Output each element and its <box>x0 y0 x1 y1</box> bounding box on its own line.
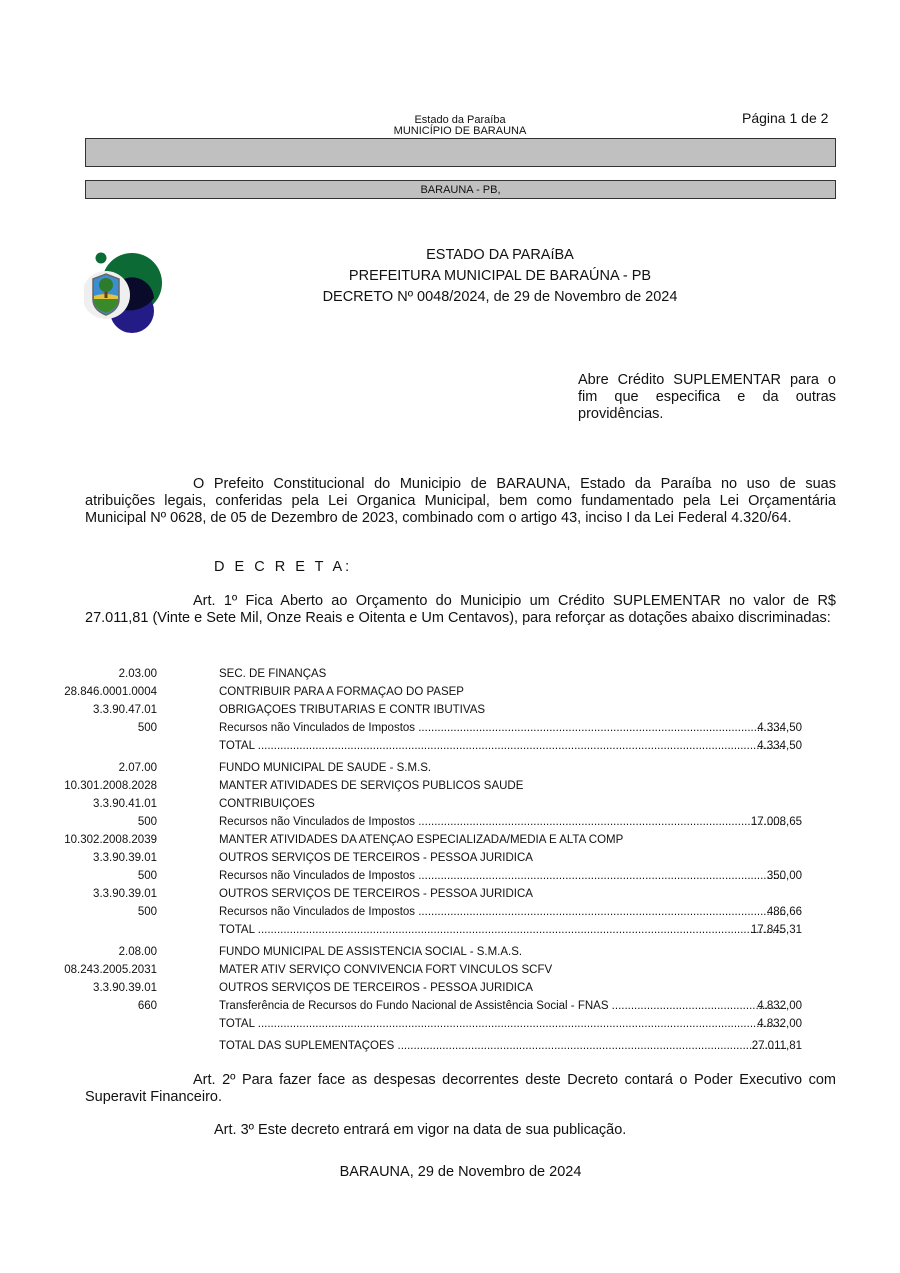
title-decree-number: DECRETO Nº 0048/2024, de 29 de Novembro de 2024 <box>322 289 678 305</box>
table-row-grand-total: TOTAL DAS SUPLEMENTAÇÕES ..... 27.011,81 <box>80 1040 840 1058</box>
table-row: 500 Recursos não Vinculados de Impostos ..... 17.008,65 <box>80 816 840 834</box>
table-row: 2.07.00 FUNDO MUNICIPAL DE SAÚDE - S.M.S. <box>118 762 432 774</box>
title-prefeitura: PREFEITURA MUNICIPAL DE BARAÚNA - PB <box>348 268 652 284</box>
table-row: 10.302.2008.2039 MANTER ATIVIDADES DA ATENÇÃO ESPECIALIZADA/MÉDIA E ALTA COMP <box>64 834 624 846</box>
table-row: 2.08.00 FUNDO MUNICIPAL DE ASSISTÊNCIA SOCIAL - S.M.A.S. <box>118 946 523 958</box>
table-row: 500 Recursos não Vinculados de Impostos ..... 4.334,50 <box>80 722 840 740</box>
table-row: 08.243.2005.2031 MATER ATIV SERVIÇO CONVIVÊNCIA FORT VINCULOS SCFV <box>64 964 553 976</box>
table-row: 3.3.90.39.01 OUTROS SERVIÇOS DE TERCEIROS - PESSOA JURÍDICA <box>93 888 533 900</box>
table-row: 500 Recursos não Vinculados de Impostos ..... 486,66 <box>80 906 840 924</box>
document-title <box>300 245 700 308</box>
table-row: 28.846.0001.0004 CONTRIBUIR PARA A FORMAÇÃO DO PASEP <box>64 686 464 698</box>
table-row: 3.3.90.41.01 CONTRIBUIÇÕES <box>93 798 315 810</box>
closing-place-date: BARAUNA, 29 de Novembro de 2024 <box>339 1164 582 1180</box>
preamble-text: O Prefeito Constitucional do Municipio de BARAUNA, Estado da Paraíba no uso de suas atribuições legais, conferidas pela Lei Organica Municipal, bem como fundamentado pela Lei Orçamentária Municipal Nº 0628, de 05 de Dezembro de 2023, combinado com o artigo 43, inciso I da Lei Federal 4.320/64. <box>85 476 836 526</box>
header-gray-bar <box>85 138 836 167</box>
location-text: BARAUNA - PB, <box>420 184 501 196</box>
table-row: 3.3.90.47.01 OBRIGAÇÕES TRIBUTÁRIAS E CONTR IBUTIVAS <box>93 704 486 716</box>
article-2-text: Art. 2º Para fazer face as despesas decorrentes deste Decreto contará o Poder Executivo com Superavit Financeiro. <box>85 1072 836 1105</box>
table-row-total: TOTAL ..... 4.832,00 <box>80 1018 840 1036</box>
table-row: 3.3.90.39.01 OUTROS SERVIÇOS DE TERCEIROS - PESSOA JURÍDICA <box>93 982 533 994</box>
article-2 <box>85 1072 836 1106</box>
article-1 <box>85 593 836 627</box>
table-row: 3.3.90.39.01 OUTROS SERVIÇOS DE TERCEIROS - PESSOA JURÍDICA <box>93 852 533 864</box>
title-state: ESTADO DA PARAíBA <box>426 247 574 263</box>
table-row: 10.301.2008.2028 MANTER ATIVIDADES DE SERVIÇOS PÚBLICOS SAÚDE <box>64 780 524 792</box>
article-3: Art. 3º Este decreto entrará em vigor na data de sua publicação. <box>214 1122 627 1138</box>
budget-allocation-table <box>64 668 840 1063</box>
header-state: Estado da Paraíba <box>414 114 506 126</box>
preamble-paragraph <box>85 476 836 527</box>
header-municipality: MUNICÍPIO DE BARAUNA <box>393 125 527 137</box>
decreta-heading: D E C R E T A: <box>214 559 353 575</box>
table-row-total: TOTAL ..... 4.334,50 <box>80 740 840 758</box>
table-row-total: TOTAL ..... 17.845,31 <box>80 924 840 942</box>
table-row: 660 Transferência de Recursos do Fundo Nacional de Assistência Social - FNAS ..... 4.832,00 <box>80 1000 840 1018</box>
municipal-coat-of-arms-icon <box>84 248 166 334</box>
table-row: 2.03.00 SEC. DE FINANÇAS <box>118 668 327 680</box>
decree-summary: Abre Crédito SUPLEMENTAR para o fim que especifica e da outras providências. <box>578 372 836 422</box>
location-bar <box>85 180 836 199</box>
article-1-text: Art. 1º Fica Aberto ao Orçamento do Municipio um Crédito SUPLEMENTAR no valor de R$ 27.011,81 (Vinte e Sete Mil, Onze Reais e Oitenta e Um Centavos), para reforçar as dotações abaixo discriminadas: <box>85 593 836 626</box>
page-indicator: Página 1 de 2 <box>742 110 829 126</box>
table-row: 500 Recursos não Vinculados de Impostos ..... 350,00 <box>80 870 840 888</box>
